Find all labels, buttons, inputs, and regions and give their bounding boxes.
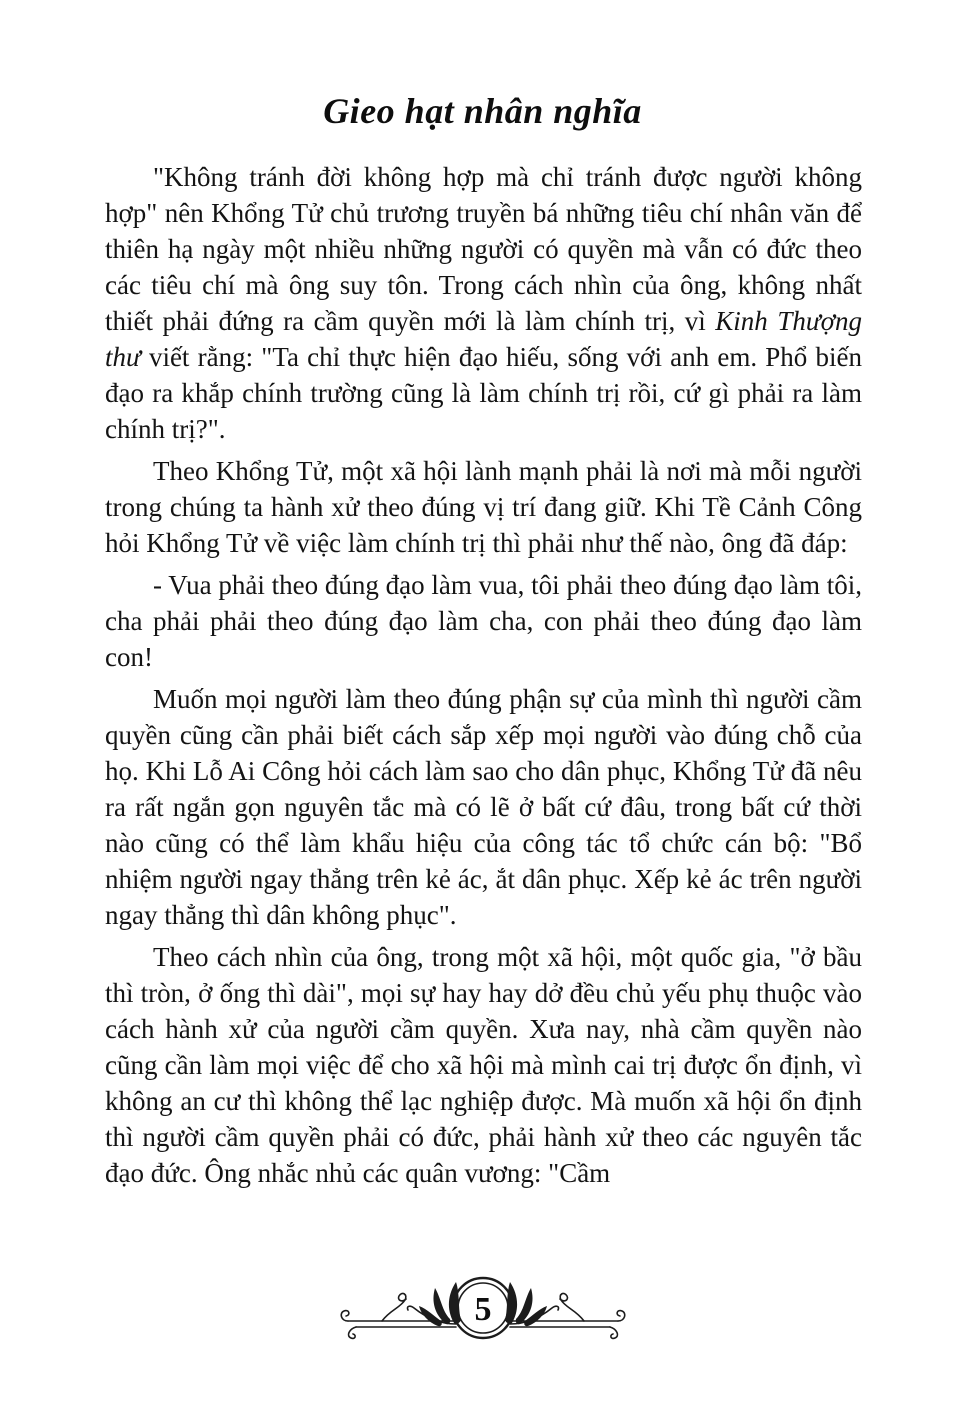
italic-text-segment: Kinh Thượng thư <box>105 306 862 373</box>
text-segment: viết rằng: "Ta chỉ thực hiện đạo hiếu, sống với anh em. Phổ biến đạo ra khắp chính trường cũng là làm chính trị rồi, cứ gì phải ra làm chính trị?". <box>105 342 862 445</box>
chapter-title: Gieo hạt nhân nghĩa <box>323 91 642 131</box>
flourish-divider-graphic <box>338 1266 628 1358</box>
paragraph <box>105 159 862 447</box>
page-number: 5 <box>474 1291 491 1328</box>
paragraph <box>105 939 862 1191</box>
text-segment: "Không tránh đời không hợp mà chỉ tránh được người không hợp" nên Khổng Tử chủ trương truyền bá những tiêu chí nhân văn để thiên hạ ngày một nhiều những người có quyền mà vẫn có đức theo các tiêu chí mà ông suy tôn. Trong cách nhìn của ông, không nhất thiết phải đứng ra cầm quyền mới là làm chính trị, vì <box>105 162 862 337</box>
paragraph <box>105 453 862 561</box>
text-segment: Theo cách nhìn của ông, trong một xã hội, một quốc gia, "ở bầu thì tròn, ở ống thì dài", mọi sự hay hay dở đều chủ yếu phụ thuộc vào cách hành xử của người cầm quyền. Xưa nay, nhà cầm quyền nào cũng cần làm mọi việc để cho xã hội mà mình cai trị được ổn định, vì không an cư thì không thể lạc nghiệp được. Mà muốn xã hội ổn định thì người cầm quyền phải có đức, phải hành xử theo các nguyên tắc đạo đức. Ông nhắc nhủ các quân vương: "Cầm <box>105 942 862 1189</box>
body-text <box>105 159 862 1191</box>
page-number-ornament <box>338 1266 628 1358</box>
text-segment: Theo Khổng Tử, một xã hội lành mạnh phải là nơi mà mỗi người trong chúng ta hành xử theo đúng vị trí đang giữ. Khi Tề Cảnh Công hỏi Khổng Tử về việc làm chính trị thì phải như thế nào, ông đã đáp: <box>105 456 862 559</box>
text-segment: Muốn mọi người làm theo đúng phận sự của mình thì người cầm quyền cũng cần phải biết cách sắp xếp mọi người vào đúng chỗ của họ. Khi Lỗ Ai Công hỏi cách làm sao cho dân phục, Khổng Tử đã nêu ra rất ngắn gọn nguyên tắc mà có lẽ ở bất cứ đâu, trong bất cứ thời nào cũng có thể làm khẩu hiệu của công tác tổ chức cán bộ: "Bổ nhiệm người ngay thẳng trên kẻ ác, ắt dân phục. Xếp kẻ ác trên người ngay thẳng thì dân không phục". <box>105 684 862 931</box>
paragraph <box>105 681 862 933</box>
text-segment: - Vua phải theo đúng đạo làm vua, tôi phải theo đúng đạo làm tôi, cha phải phải theo đúng đạo làm cha, con phải theo đúng đạo làm con! <box>105 570 862 673</box>
paragraph <box>105 567 862 675</box>
